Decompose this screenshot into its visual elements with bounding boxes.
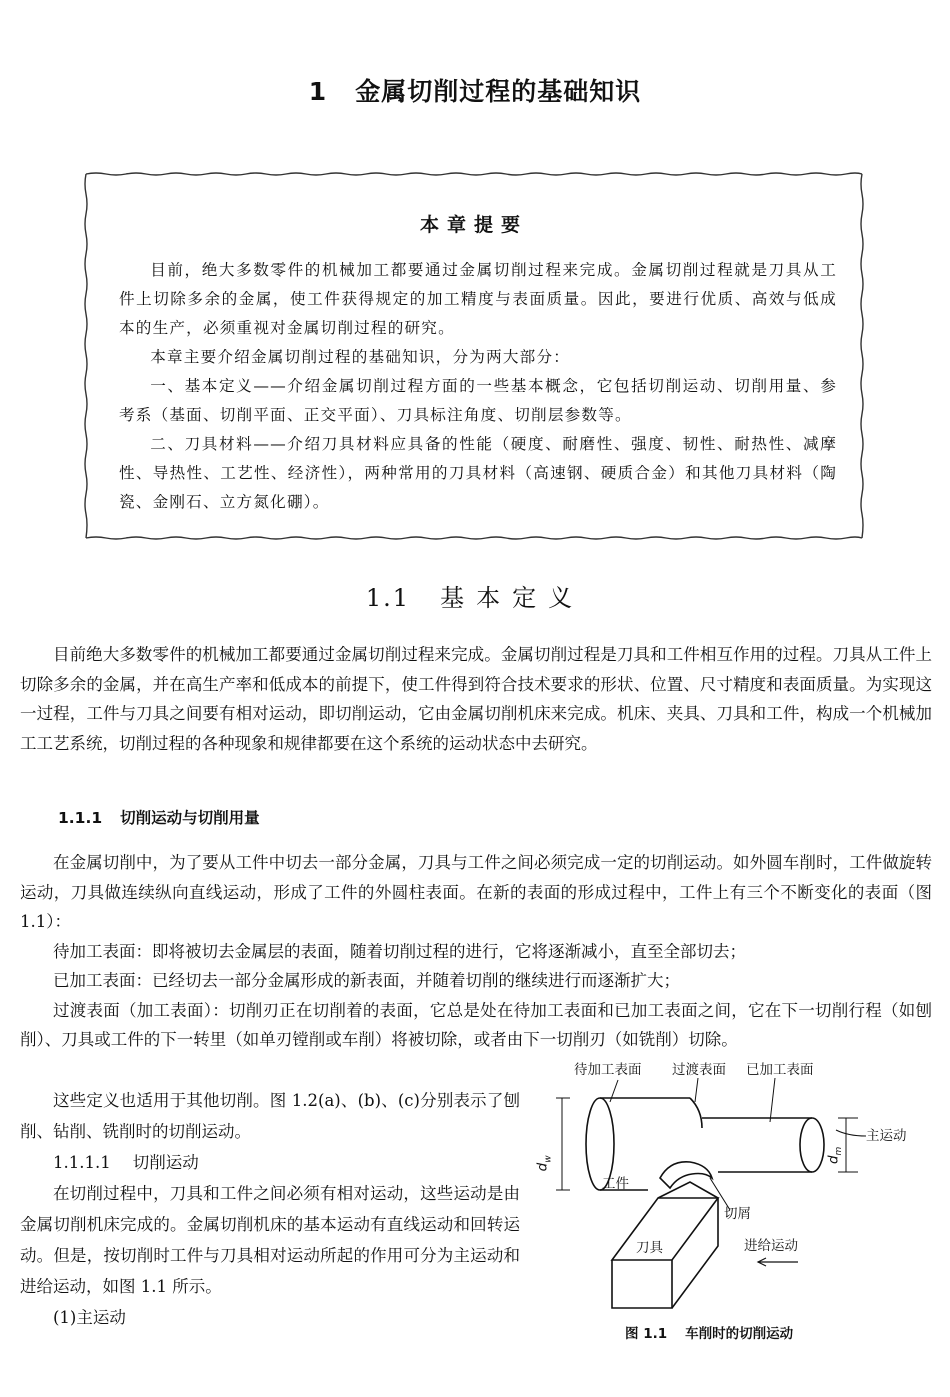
summary-paragraph: 本章主要介绍金属切削过程的基础知识，分为两大部分： [150, 348, 571, 366]
body-paragraph: 过渡表面（加工表面）：切削刃正在切削着的表面，它总是处在待加工表面和已加工表面之间，它在下一切削行程（如刨削）、刀具或工件的下一转里（如单刃镗削或车削）将被切除，或者由下一切削刃（如铣削）切除。 [20, 1000, 932, 1049]
label-transition-surface: 过渡表面 [672, 1062, 726, 1078]
machined-end-ellipse [800, 1118, 824, 1172]
summary-paragraph: 目前，绝大多数零件的机械加工都要通过金属切削过程来完成。金属切削过程就是刀具从工件上切除多余的金属，使工件获得规定的加工精度与表面质量。因此，要进行优质、高效与低成本的生产，必须重视对金属切削过程的研究。 [119, 261, 837, 337]
label-dw [535, 1155, 554, 1171]
label-unmachined-surface: 待加工表面 [574, 1062, 642, 1078]
summary-paragraph: 二、刀具材料——介绍刀具材料应具备的性能（硬度、耐磨性、强度、韧性、耐热性、减摩性、导热性、工艺性、经济性），两种常用的刀具材料（高速钢、硬质合金）和其他刀具材料（陶瓷、金刚石、立方氮化硼）。 [119, 435, 837, 511]
label-dm-main: d [825, 1155, 842, 1165]
label-tool: 刀具 [636, 1240, 663, 1256]
label-dm-sub: m [834, 1146, 845, 1156]
subsection-number: 1.1.1 [58, 809, 103, 827]
subsubsection-heading [20, 1147, 520, 1178]
body-paragraph: (1)主运动 [53, 1308, 126, 1327]
label-workpiece: 工件 [602, 1176, 629, 1192]
label-feed-motion: 进给运动 [744, 1238, 798, 1254]
label-dm [825, 1147, 844, 1164]
transition-surface-top [690, 1098, 702, 1128]
figure-caption-number: 图 1.1 [625, 1326, 668, 1342]
body-paragraph: 待加工表面：即将被切去金属层的表面，随着切削过程的进行，它将逐渐减小，直至全部切去； [53, 941, 746, 961]
body-paragraph: 在切削过程中，刀具和工件之间必须有相对运动，这些运动是由金属切削机床完成的。金属切削机床的基本运动有直线运动和回转运动。但是，按切削时工件与刀具相对运动所起的作用可分为主运动和进给运动，如图 1.1 所示。 [20, 1184, 520, 1296]
chapter-title-text: 金属切削过程的基础知识 [355, 77, 642, 106]
leader-machined [770, 1078, 775, 1122]
subsubsection-title: 切削运动 [132, 1153, 199, 1172]
chapter-number: 1 [308, 77, 328, 106]
label-machined-surface: 已加工表面 [746, 1062, 814, 1078]
label-dw-sub: w [543, 1155, 554, 1163]
subsection-title: 切削运动与切削用量 [120, 809, 260, 827]
dw-dimension [556, 1098, 570, 1190]
body-paragraph: 已加工表面：已经切去一部分金属形成的新表面，并随着切削的继续进行而逐渐扩大； [53, 971, 680, 990]
body-paragraph: 这些定义也适用于其他切削。图 1.2(a)、(b)、(c)分别表示了刨削、钻削、铣削时的切削运动。 [20, 1091, 520, 1141]
body-paragraph: 在金属切削中，为了要从工件中切去一部分金属，刀具与工件之间必须完成一定的切削运动。如外圆车削时，工件做旋转运动，刀具做连续纵向直线运动，形成了工件的外圆柱表面。在新的表面的形成过程中，工件上有三个不断变化的表面（图 1.1）： [20, 853, 932, 931]
summary-heading: 本章提要 [419, 214, 528, 236]
figure-caption [625, 1322, 793, 1342]
tool-top-face [612, 1198, 718, 1260]
tool-front-face [612, 1260, 672, 1308]
summary-paragraph: 一、基本定义——介绍金属切削过程方面的一些基本概念，它包括切削运动、切削用量、参考系（基面、切削平面、正交平面）、刀具标注角度、切削层参数等。 [119, 377, 837, 424]
chapter-summary-box [82, 170, 866, 542]
subsubsection-number: 1.1.1.1 [53, 1153, 111, 1172]
leader-transition [695, 1078, 698, 1102]
left-column [20, 1085, 520, 1333]
section-title [0, 578, 950, 613]
turning-diagram [540, 1050, 940, 1320]
main-motion-arrow [836, 1130, 866, 1136]
figure-turning-motion [534, 1050, 940, 1380]
tool-side-face [672, 1198, 718, 1308]
intro-paragraph: 目前绝大多数零件的机械加工都要通过金属切削过程来完成。金属切削过程是刀具和工件相互作用的过程。刀具从工件上切除多余的金属，并在高生产率和低成本的前提下，使工件得到符合技术要求的形状、位置、尺寸精度和表面质量。为实现这一过程，工件与刀具之间要有相对运动，即切削运动，它由金属切削机床来完成。机床、夹具、刀具和工件，构成一个机械加工工艺系统，切削过程的各种现象和规律都要在这个系统的运动状态中去研究。 [20, 645, 932, 753]
figure-caption-title: 车削时的切削运动 [685, 1326, 794, 1342]
subsection-heading [58, 806, 260, 828]
section-number: 1.1 [365, 584, 411, 612]
summary-text [119, 256, 837, 517]
section-title-text: 基本定义 [440, 584, 585, 612]
label-dw-main: d [534, 1162, 551, 1172]
label-main-motion: 主运动 [866, 1128, 907, 1144]
surfaces-block [20, 848, 932, 1055]
intro-block [20, 640, 932, 758]
label-chip: 切屑 [724, 1206, 751, 1222]
chapter-title [0, 72, 950, 108]
